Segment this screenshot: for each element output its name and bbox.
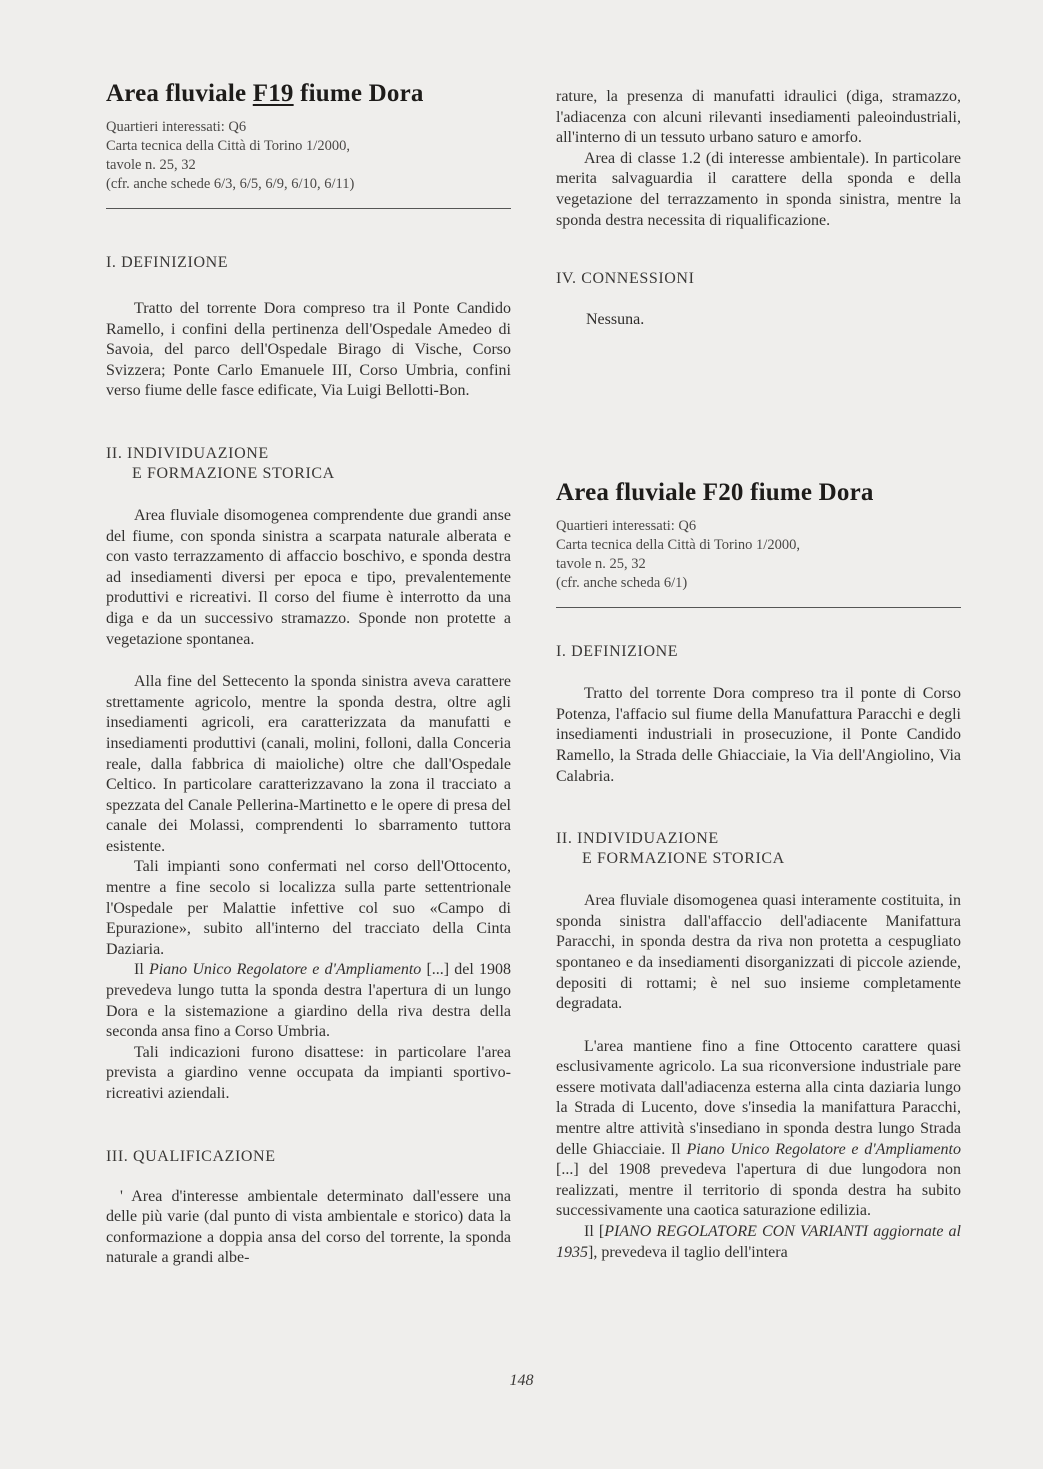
paragraph: Area fluviale disomogenea comprendente due grandi anse del fiume, con sponda sinistra a scarpata naturale alberata e con vasto terrazzamento di affaccio boschivo, e sponda destra ad insediamenti diversi per epoca e tipo, prevalentemente produttivi e ricreativi. Il corso del fiume è interrotto da una diga e da un successivo stramazzo. Sponde non protette a vegetazione spontanea. [106, 506, 511, 648]
paragraph: Tratto del torrente Dora compreso tra il ponte di Corso Potenza, l'affacio sul fiume della Manufattura Paracchi e degli insediamenti industriali in prosecuzione, il Ponte Candido Ramello, la Strada delle Ghiacciaie, la Via dell'Angiolino, Via Calabria. [556, 685, 961, 785]
meta-line: Carta tecnica della Città di Torino 1/2000, [106, 138, 350, 154]
paragraph: L'area mantiene fino a fine Ottocento carattere quasi esclusivamente agricolo. La sua riconversione industriale pare essere motivata dall'adiacenza esterna alla cinta daziaria lungo la Strada di Lucento, dove s'insedia la manifattura Paracchi, mentre altre attività s'insediano in sponda destra lungo Strada delle Ghiacciaie. Il Piano Unico Regolatore e d'Ampliamento [...] del 1908 prevedeva l'apertura di due lungodora non realizzati, mentre il territorio di sponda destra ha subito successivamente una caotica saturazione edilizia. [556, 1037, 961, 1220]
paragraph: Nessuna. [586, 311, 645, 329]
paragraph: Area di classe 1.2 (di interesse ambientale). In particolare merita salvaguardia il carattere della sponda e della vegetazione del terrazzamento in sponda sinistra, mentre la sponda destra necessita di riqualificazione. [556, 149, 961, 229]
section-heading: III. QUALIFICAZIONE [106, 1147, 276, 1165]
meta-line: Carta tecnica della Città di Torino 1/2000, [556, 537, 800, 554]
section-heading: IV. CONNESSIONI [556, 270, 695, 288]
page-number: 148 [509, 1372, 534, 1389]
divider [106, 208, 511, 209]
f20-meta [556, 517, 961, 593]
f19-meta [106, 118, 511, 194]
divider [556, 607, 961, 608]
meta-line: tavole n. 25, 32 [106, 157, 196, 173]
paragraph: rature, la presenza di manufatti idraulici (diga, stramazzo, l'adiacenza con alcuni rilevanti insediamenti paleoindustriali, all'interno di un tessuto urbano saturo e amorfo. [556, 88, 961, 147]
meta-line: (cfr. anche scheda 6/1) [556, 575, 688, 592]
title-f19: Area fluviale F19 fiume Dora [106, 80, 424, 107]
section-heading: I. DEFINIZIONE [106, 254, 229, 271]
paragraph: ' Area d'interesse ambientale determinato dall'essere una delle più varie (dal punto di vista ambientale e storico) data la conformazione a doppia ansa del corso del torrente, la sponda naturale a grandi albe- [106, 1187, 511, 1267]
meta-line: Quartieri interessati: Q6 [106, 119, 247, 135]
paragraph: Tali impianti sono confermati nel corso dell'Ottocento, mentre a fine secolo si localizza sulla parte settentrionale l'Ospedale per Malattie infettive col suo «Campo di Epurazione», subito all'interno del tracciato della Cinta Daziaria. [106, 858, 511, 958]
left-column [106, 80, 511, 1269]
paragraph: Alla fine del Settecento la sponda sinistra aveva carattere strettamente agricolo, mentre la sponda destra, oltre agli insediamenti agricoli, era caratterizzata da manufatti e insediamenti produttivi (canali, molini, folloni, dalla Conceria reale, dalla fabbrica di maioliche) oltre che dall'Ospedale Celtico. In particolare caratterizzavano la zona il tracciato a spezzata del Canale Pellerina-Martinetto e le opere di presa del canale dei Molassi, comprendenti lo sbarramento tuttora esistente. [106, 673, 511, 855]
section-heading: II. INDIVIDUAZIONE E FORMAZIONE STORICA [106, 444, 335, 482]
paragraph: Il [PIANO REGOLATORE CON VARIANTI aggiornate al 1935], prevedeva il taglio dell'intera [556, 1223, 961, 1261]
meta-line: Quartieri interessati: Q6 [556, 518, 697, 535]
meta-line: tavole n. 25, 32 [556, 556, 646, 573]
paragraph: Il Piano Unico Regolatore e d'Ampliamento [...] del 1908 prevedeva lungo tutta la sponda destra l'apertura di un lungo Dora e la sistemazione a giardino della riva destra della seconda ansa fino a Corso Umbria. [106, 961, 512, 1041]
section-heading: II. INDIVIDUAZIONE E FORMAZIONE STORICA [556, 830, 785, 868]
meta-line: (cfr. anche schede 6/3, 6/5, 6/9, 6/10, 6/11) [106, 176, 355, 192]
paragraph: Tali indicazioni furono disattese: in particolare l'area prevista a giardino venne occupata da impianti sportivo-ricreativi aziendali. [106, 1043, 511, 1102]
paragraph: Tratto del torrente Dora compreso tra il Ponte Candido Ramello, i confini della pertinenza dell'Ospedale Amedeo di Savoia, del parco dell'Ospedale Birago di Vische, Corso Svizzera; Ponte Carlo Emanuele III, Corso Umbria, confini verso fiume delle fasce edificate, Via Luigi Bellotti-Bon. [106, 300, 511, 400]
right-column [556, 87, 961, 1263]
title-f20: Area fluviale F20 fiume Dora [556, 479, 874, 507]
section-heading: I. DEFINIZIONE [556, 643, 679, 661]
paragraph: Area fluviale disomogenea quasi interamente costituita, in sponda sinistra dall'affaccio dell'adiacente Manifattura Paracchi, in sponda destra da riva non protetta a cespugliato spontaneo e da insediamenti disorganizzati di piccole aziende, depositi di rottami; è nel suo insieme completamente degradata. [556, 892, 961, 1013]
